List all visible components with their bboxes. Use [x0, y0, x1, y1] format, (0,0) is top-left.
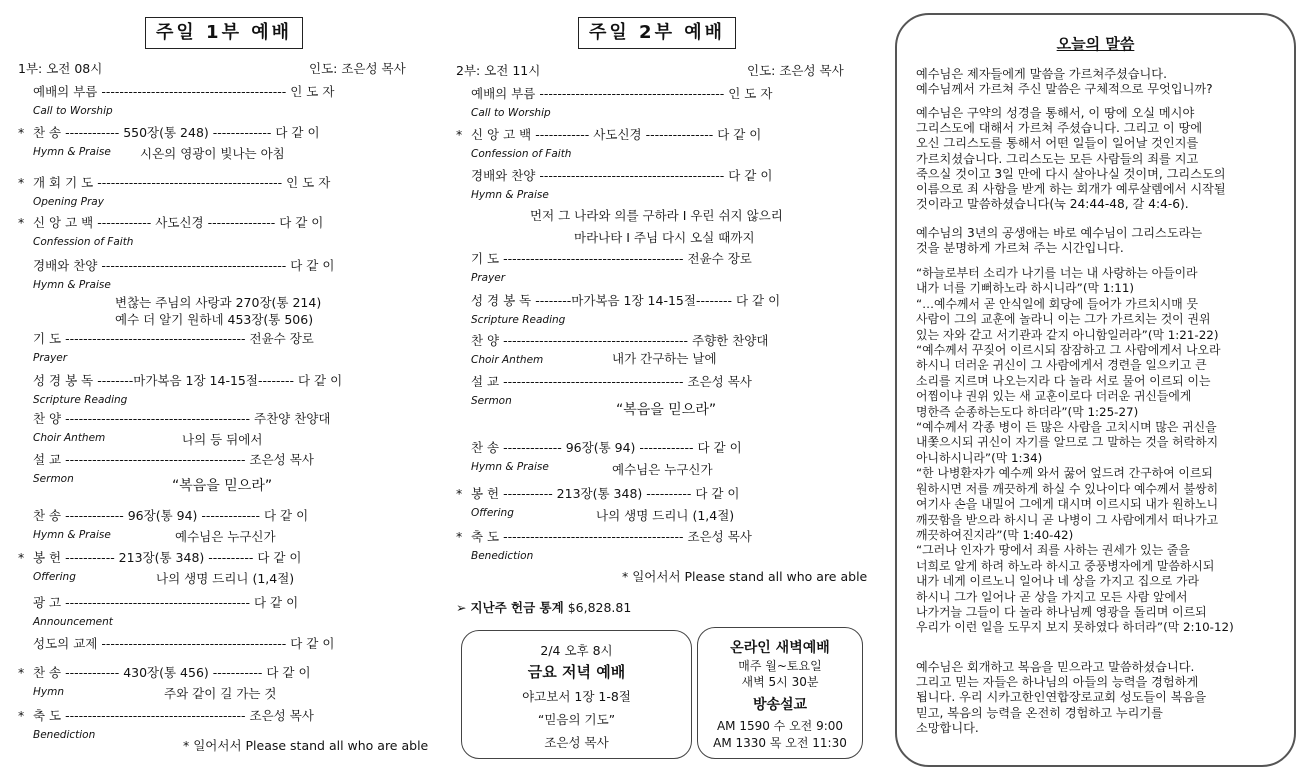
standing-marker: *	[456, 529, 463, 544]
offering-stats-amount: $6,828.81	[567, 600, 632, 615]
service1-title: 주일 1부 예배	[145, 17, 303, 49]
order-item-english: Choir Anthem	[471, 354, 544, 366]
order-item-english: Benediction	[33, 729, 96, 741]
todays-word-scripture-quotes: “하늘로부터 소리가 나기를 너는 내 사랑하는 아들이라 내가 너를 기뻐하노라 하시니라”(막 1:11) “…예수께서 곧 안식일에 회당에 들어가 가르치시매 뭇 사람이 그의 교훈에 놀라니 이는 그가 가르치는 것이 권위 있는 자와 같고 서기관과 같지 아니함일러라”(막 1:21-22) “예수께서 꾸짖어 이르시되 잠잠하고 그 사람에게서 나오라 하시니 더러운 귀신이 그 사람에게서 경련을 일으키고 큰 소리를 지르며 나오는지라 다 놀라 서로 물어 이르되 이는 어찜이냐 권위 있는 새 교훈이로다 더러운 귀신들에게 명한즉 순종하는도다 하더라”(막 1:25-27) “예수께서 각종 병이 든 많은 사람을 고치시며 많은 귀신을 내쫓으시되 귀신이 자기를 알므로 그 말하는 것을 허락하지 아니하시니라”(막 1:34) “한 나병환자가 예수께 와서 꿇어 엎드려 간구하여 이르되 원하시면 저를 깨끗하게 하실 수 있나이다 예수께서 불쌍히 여기사 손을 내밀어 그에게 대시며 이르시되 내가 원하노니 깨끗함을 받으라 하시니 곧 나병이 그 사람에게서 떠나가고 깨끗하여진지라”(막 1:40-42) “그러나 인자가 땅에서 죄를 사하는 권세가 있는 줄을 너희로 알게 하려 하노라 하시고 중풍병자에게 말씀하시되 내가 네게 이르노니 일어나 네 상을 가지고 집으로 가라 하시니 그가 일어나 곧 상을 가지고 모든 사람 앞에서 나가거늘 그들이 다 놀라 하나님께 영광을 돌리며 이르되 우리가 이런 일을 도무지 보지 못하였다 하더라”(막 2:10-12)	[916, 266, 1234, 635]
dawn-service-days: 매주 월~토요일	[738, 659, 822, 673]
arrow-right-icon: ➢	[456, 600, 467, 615]
order-item-song: 주와 같이 길 가는 것	[164, 686, 277, 701]
service1-stand-note: * 일어서서 Please stand all who are able	[183, 738, 429, 753]
service2-leader: 인도: 조은성 목사	[747, 63, 844, 78]
order-item-english: Opening Pray	[33, 196, 104, 208]
standing-marker: *	[18, 125, 25, 140]
friday-service-preacher: 조은성 목사	[544, 735, 609, 750]
offering-stats-label: 지난주 헌금 통계	[470, 600, 564, 615]
todays-word-title: 오늘의 말씀	[1056, 35, 1135, 53]
order-item: 설 교 ---------------------------------------- 조은성 목사	[33, 452, 314, 467]
todays-word-panel	[895, 13, 1296, 767]
order-item: 기 도 ---------------------------------------- 전윤수 장로	[471, 251, 752, 266]
todays-word-paragraph-3: 예수님의 3년의 공생애는 바로 예수님이 그리스도라는 것을 분명하게 가르쳐 주는 시간입니다.	[916, 226, 1203, 256]
order-item-english: Scripture Reading	[33, 394, 128, 406]
todays-word-conclusion: 예수님은 회개하고 복음을 믿으라고 말씀하셨습니다. 그리고 믿는 자들은 하나님의 아들의 능력을 경험하게 됩니다. 우리 시카고한인연합장로교회 성도들이 복음을 믿고, 복음의 능력을 온전히 경험하고 누리기를 소망합니다.	[916, 660, 1207, 735]
order-item-english: Hymn & Praise	[33, 279, 111, 291]
order-item-english: Confession of Faith	[33, 236, 134, 248]
order-item: 경배와 찬양 ----------------------------------------- 다 같 이	[471, 168, 773, 183]
order-item-english: Call to Worship	[471, 107, 551, 119]
service2-praise-line-1: 먼저 그 나라와 의를 구하라 I 우린 쉬지 않으리	[530, 208, 783, 223]
order-item: 개 회 기 도 ----------------------------------------- 인 도 자	[33, 175, 331, 190]
order-item-english: Sermon	[33, 473, 74, 485]
service1-praise-song-1: 변찮는 주님의 사랑과 270장(통 214)	[115, 295, 322, 310]
service2-stand-note: * 일어서서 Please stand all who are able	[622, 569, 868, 584]
order-item-english: Prayer	[471, 272, 506, 284]
friday-service-sermon: “믿음의 기도”	[537, 712, 616, 727]
broadcast-schedule-2: AM 1330 목 오전 11:30	[713, 736, 847, 750]
order-item-english: Prayer	[33, 352, 68, 364]
order-item: 봉 헌 ----------- 213장(통 348) ---------- 다 같 이	[471, 486, 740, 501]
order-item-english: Hymn & Praise	[471, 461, 549, 473]
broadcast-title: 방송설교	[752, 697, 808, 713]
standing-marker: *	[18, 665, 25, 680]
order-item: 찬 송 ------------ 430장(통 456) ----------- 다 같 이	[33, 665, 311, 680]
order-item-song: 나의 생명 드리니 (1,4절)	[156, 571, 295, 586]
service2-offering-song: 나의 생명 드리니 (1,4절)	[596, 508, 735, 523]
todays-word-paragraph-2: 예수님은 구약의 성경을 통해서, 이 땅에 오실 메시야 그리스도에 대해서 가르쳐 주셨습니다. 그리고 이 땅에 오신 그리스도를 통해서 어떤 일들이 일어날 것인지를 가르치셨습니다. 그리스도는 모든 사람들의 죄를 지고 죽으실 것이고 3일 만에 다시 살아나실 것이며, 그리스도의 이름으로 죄 사함을 받게 하는 회개가 예루살렘에서 시작될 것이라고 말씀하셨습니다(눅 24:44-48, 갈 4:4-6).	[916, 106, 1226, 212]
standing-marker: *	[18, 215, 25, 230]
order-item-english: Offering	[33, 571, 76, 583]
order-item-english: Hymn & Praise	[33, 529, 111, 541]
service2-title: 주일 2부 예배	[578, 17, 736, 49]
order-item: 찬 양 ----------------------------------------- 주향한 찬양대	[471, 333, 769, 348]
standing-marker: *	[18, 708, 25, 723]
order-item-english: Sermon	[471, 395, 512, 407]
standing-marker: *	[18, 175, 25, 190]
dawn-service-time: 새벽 5시 30분	[741, 675, 819, 689]
friday-service-box	[461, 630, 692, 759]
order-item-song: 나의 등 뒤에서	[182, 432, 263, 447]
standing-marker: *	[18, 550, 25, 565]
order-item: 신 앙 고 백 ------------ 사도신경 --------------- 다 같 이	[471, 127, 762, 142]
service2-time: 2부: 오전 11시	[456, 63, 541, 78]
order-item: 광 고 ----------------------------------------- 다 같 이	[33, 595, 299, 610]
order-item-english: Hymn & Praise	[33, 146, 111, 158]
broadcast-schedule-1: AM 1590 수 오전 9:00	[716, 719, 844, 733]
order-item-song: 시온의 영광이 빛나는 아침	[140, 146, 285, 161]
order-item-english: Confession of Faith	[471, 148, 572, 160]
service2-praise-line-2: 마라나타 I 주님 다시 오실 때까지	[574, 230, 755, 245]
order-item-english: Offering	[471, 507, 514, 519]
standing-marker: *	[456, 127, 463, 142]
order-item: 기 도 ---------------------------------------- 전윤수 장로	[33, 331, 314, 346]
order-item-english: Scripture Reading	[471, 314, 566, 326]
order-item: 축 도 ---------------------------------------- 조은성 목사	[471, 529, 752, 544]
service1-leader: 인도: 조은성 목사	[309, 61, 406, 76]
order-item: 예배의 부름 ----------------------------------------- 인 도 자	[33, 84, 335, 99]
todays-word-paragraph-1: 예수님은 제자들에게 말씀을 가르쳐주셨습니다. 예수님께서 가르쳐 주신 말씀은 구체적으로 무엇입니까?	[916, 67, 1213, 97]
standing-marker: *	[456, 486, 463, 501]
service1-time: 1부: 오전 08시	[18, 61, 103, 76]
order-item-english: Hymn & Praise	[471, 189, 549, 201]
order-item-english: Choir Anthem	[33, 432, 106, 444]
service2-hymn-title: 예수님은 누구신가	[612, 462, 713, 477]
order-item: 찬 송 ------------- 96장(통 94) ------------ 다 같 이	[471, 440, 742, 455]
order-item: 경배와 찬양 ----------------------------------------- 다 같 이	[33, 258, 335, 273]
order-item: 성 경 봉 독 --------마가복음 1장 14-15절-------- 다 같 이	[33, 373, 343, 388]
dawn-service-box	[697, 627, 863, 759]
order-item-english: Benediction	[471, 550, 534, 562]
friday-service-date: 2/4 오후 8시	[540, 643, 613, 658]
order-item: 봉 헌 ----------- 213장(통 348) ---------- 다 같 이	[33, 550, 302, 565]
order-item: 설 교 ---------------------------------------- 조은성 목사	[471, 374, 752, 389]
order-item: 성 경 봉 독 --------마가복음 1장 14-15절-------- 다 같 이	[471, 293, 781, 308]
order-item-english: Call to Worship	[33, 105, 113, 117]
order-item: 찬 송 ------------- 96장(통 94) ------------- 다 같 이	[33, 508, 309, 523]
friday-service-title: 금요 저녁 예배	[527, 663, 626, 681]
order-item: 찬 송 ------------ 550장(통 248) ------------- 다 같 이	[33, 125, 320, 140]
friday-service-passage: 야고보서 1장 1-8절	[522, 689, 631, 704]
offering-stats	[456, 600, 631, 616]
order-item: 예배의 부름 ----------------------------------------- 인 도 자	[471, 86, 773, 101]
order-item: 성도의 교제 ----------------------------------------- 다 같 이	[33, 636, 335, 651]
order-item: 찬 양 ----------------------------------------- 주찬양 찬양대	[33, 411, 331, 426]
service2-choir-song: 내가 간구하는 날에	[612, 351, 717, 366]
order-item-song: 예수님은 누구신가	[175, 529, 276, 544]
order-item-english: Hymn	[33, 686, 64, 698]
service1-praise-song-2: 예수 더 알기 원하네 453장(통 506)	[115, 312, 314, 327]
order-item: 신 앙 고 백 ------------ 사도신경 --------------- 다 같 이	[33, 215, 324, 230]
dawn-service-title: 온라인 새벽예배	[730, 640, 830, 656]
order-item: 축 도 ---------------------------------------- 조은성 목사	[33, 708, 314, 723]
order-item-english: Announcement	[33, 616, 113, 628]
service2-sermon-title: “복음을 믿으라”	[616, 402, 717, 418]
service1-sermon-title: “복음을 믿으라”	[172, 478, 273, 494]
